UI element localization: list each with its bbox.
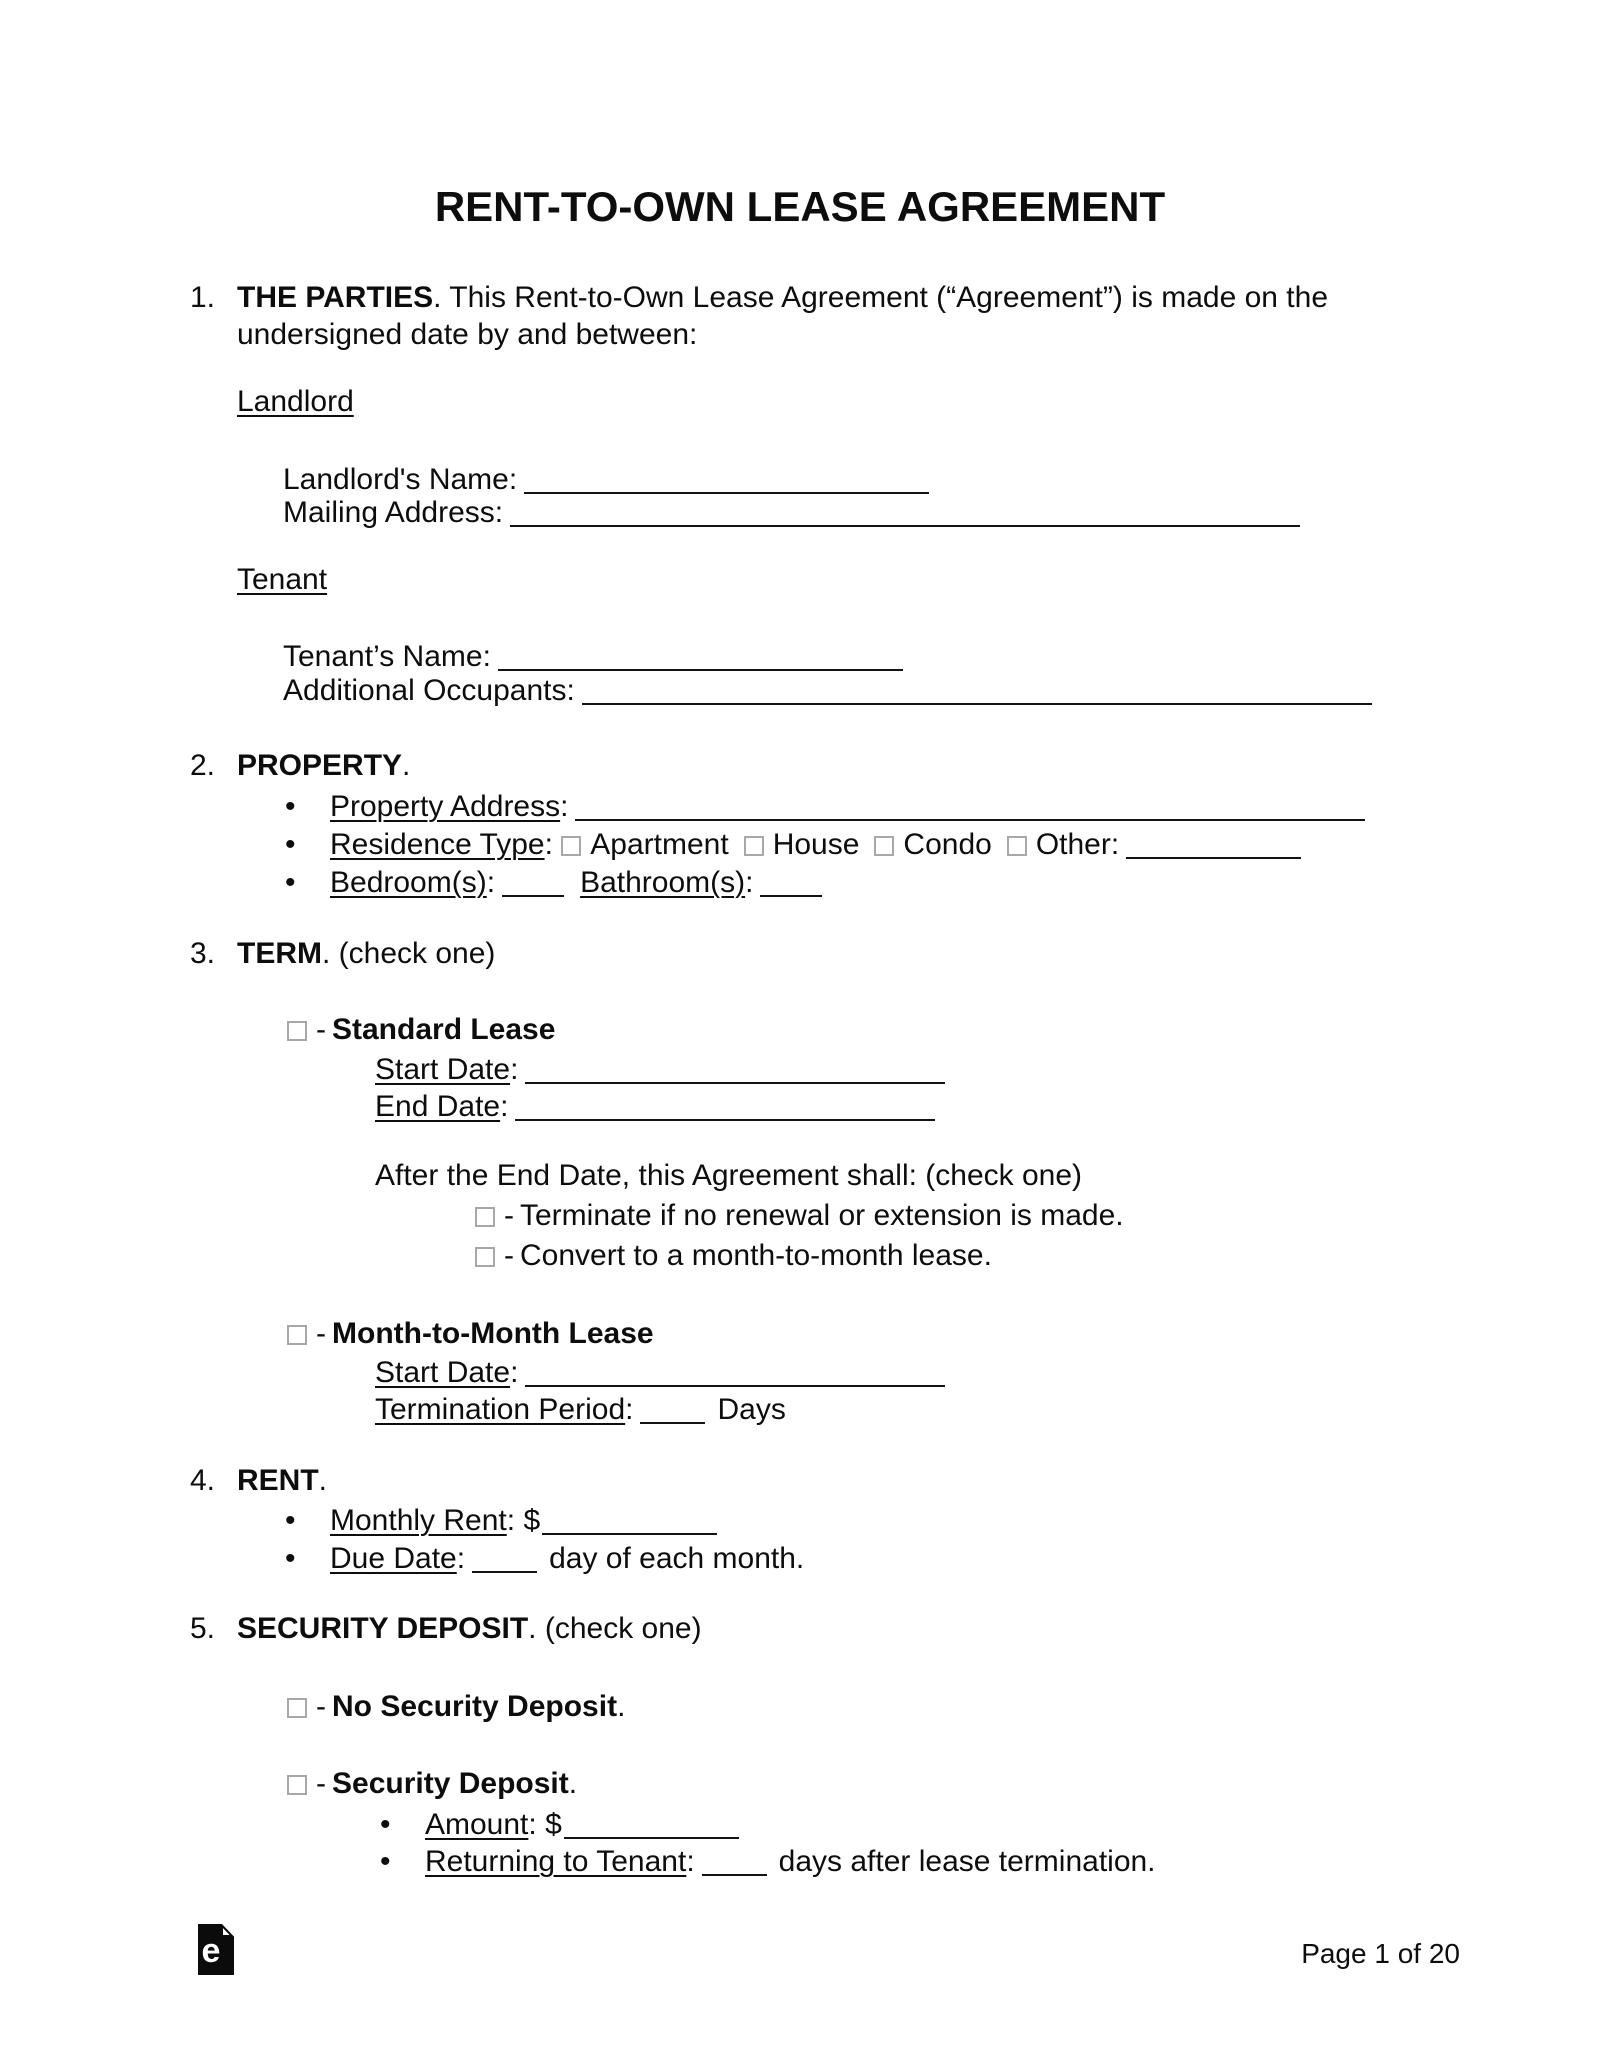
dash: -	[316, 1013, 326, 1046]
section-heading: RENT	[237, 1464, 319, 1497]
section-heading-rest: . (check one)	[528, 1612, 702, 1645]
standard-end-blank[interactable]	[515, 1091, 935, 1121]
section-number: 4.	[190, 1464, 216, 1497]
apartment-checkbox[interactable]	[561, 836, 581, 856]
bullet-icon: •	[285, 1504, 296, 1537]
colon: :	[486, 866, 496, 899]
end-date-label: End Date	[375, 1090, 501, 1123]
other-blank[interactable]	[1126, 829, 1301, 859]
colon: :	[745, 866, 754, 899]
logo-letter: e	[201, 1932, 221, 1970]
currency-symbol: $	[523, 1504, 541, 1537]
parties-line2: undersigned date by and between:	[237, 318, 698, 351]
colon: :	[482, 640, 491, 673]
occupants-line	[283, 670, 1372, 709]
dash: -	[316, 1690, 326, 1723]
bedroom-label: Bedroom(s)	[330, 866, 487, 899]
colon: :	[500, 1090, 509, 1123]
returning-suffix: days after lease termination.	[778, 1845, 1156, 1878]
tenant-header-label: Tenant	[237, 563, 328, 596]
property-address-blank[interactable]	[575, 791, 1365, 821]
amount-line	[380, 1804, 739, 1843]
section-number: 5.	[190, 1612, 216, 1645]
standard-end-line	[375, 1086, 935, 1125]
convert-option-line	[475, 1237, 992, 1274]
mtm-start-blank[interactable]	[525, 1357, 945, 1387]
mtm-lease-label: Month-to-Month Lease	[332, 1317, 654, 1350]
property-address-line	[285, 786, 1365, 825]
returning-line	[380, 1841, 1156, 1880]
mtm-lease-checkbox[interactable]	[287, 1325, 307, 1345]
colon: :	[566, 674, 575, 707]
due-date-blank[interactable]	[472, 1543, 537, 1573]
bullet-icon: •	[285, 790, 296, 823]
colon: :	[560, 790, 569, 823]
start-date-label: Start Date	[375, 1356, 511, 1389]
colon: :	[494, 496, 504, 529]
term-heading-line	[190, 935, 495, 972]
bedroom-blank[interactable]	[502, 867, 564, 897]
dash: -	[316, 1767, 326, 1800]
start-date-label: Start Date	[375, 1053, 511, 1086]
no-deposit-label: No Security Deposit	[332, 1690, 618, 1723]
occupants-label: Additional Occupants	[283, 674, 567, 707]
deposit-checkbox[interactable]	[287, 1775, 307, 1795]
section-heading: SECURITY DEPOSIT	[237, 1612, 529, 1645]
colon: :	[528, 1808, 537, 1841]
rent-heading-line	[190, 1462, 327, 1499]
bathroom-label: Bathroom(s)	[580, 866, 746, 899]
after-end-text: After the End Date, this Agreement shall: (check one)	[375, 1159, 1083, 1192]
section-number: 1.	[190, 281, 216, 314]
monthly-rent-blank[interactable]	[542, 1505, 717, 1535]
due-date-label: Due Date	[330, 1542, 457, 1575]
section-heading-rest: . (check one)	[322, 937, 496, 970]
condo-checkbox[interactable]	[874, 836, 894, 856]
mtm-start-line	[375, 1352, 945, 1391]
bullet-icon: •	[285, 828, 296, 861]
section-heading-rest: .	[318, 1464, 328, 1497]
apartment-option-label: Apartment	[590, 828, 729, 861]
deposit-label: Security Deposit	[332, 1767, 569, 1800]
amount-blank[interactable]	[564, 1809, 739, 1839]
mailing-address-blank[interactable]	[510, 497, 1300, 527]
section-heading-rest: . This Rent-to-Own Lease Agreement (“Agreement”) is made on the	[433, 281, 1328, 314]
bullet-icon: •	[285, 866, 296, 899]
terminate-checkbox[interactable]	[475, 1207, 495, 1227]
landlord-name-label: Landlord's Name	[283, 463, 509, 496]
parties-heading-line	[190, 279, 1328, 316]
house-checkbox[interactable]	[744, 836, 764, 856]
page-number: Page 1 of 20	[1301, 1938, 1460, 1969]
tenant-name-label: Tenant’s Name	[283, 640, 483, 673]
section-number: 2.	[190, 749, 216, 782]
bullet-icon: •	[380, 1845, 391, 1878]
returning-label: Returning to Tenant	[425, 1845, 687, 1878]
colon: :	[544, 828, 553, 861]
landlord-header	[237, 383, 354, 420]
terminate-option-line	[475, 1197, 1124, 1234]
colon: :	[510, 1356, 519, 1389]
colon: :	[508, 463, 518, 496]
bedrooms-line	[285, 862, 822, 901]
landlord-header-label: Landlord	[237, 385, 354, 418]
currency-symbol: $	[545, 1808, 562, 1841]
mailing-address-label: Mailing Address	[283, 496, 495, 529]
days-suffix: Days	[717, 1393, 786, 1426]
bullet-icon: •	[285, 1542, 296, 1575]
mtm-lease-line	[287, 1315, 654, 1352]
section-heading-rest: .	[402, 749, 411, 782]
section-heading: TERM	[237, 937, 322, 970]
property-heading-line	[190, 747, 410, 784]
bathroom-blank[interactable]	[760, 867, 822, 897]
no-deposit-after: .	[617, 1690, 626, 1723]
bullet-icon: •	[380, 1808, 391, 1841]
deposit-line	[287, 1765, 577, 1802]
section-number: 3.	[190, 937, 216, 970]
colon: :	[686, 1845, 695, 1878]
other-option-label: Other:	[1035, 828, 1120, 861]
property-address-label: Property Address	[330, 790, 561, 823]
amount-label: Amount	[425, 1808, 529, 1841]
no-deposit-checkbox[interactable]	[287, 1698, 307, 1718]
tenant-header	[237, 561, 327, 598]
monthly-rent-label: Monthly Rent	[330, 1504, 507, 1537]
colon: :	[510, 1053, 519, 1086]
dash: -	[316, 1317, 326, 1350]
deposit-after: .	[568, 1767, 578, 1800]
termination-period-line	[375, 1389, 786, 1428]
standard-lease-checkbox[interactable]	[287, 1021, 307, 1041]
returning-blank[interactable]	[702, 1846, 767, 1876]
tenant-name-blank[interactable]	[498, 641, 903, 671]
page-title: RENT-TO-OWN LEASE AGREEMENT	[434, 183, 1166, 230]
condo-option-label: Condo	[903, 828, 992, 861]
occupants-blank[interactable]	[582, 675, 1372, 705]
colon: :	[506, 1504, 516, 1537]
standard-lease-label: Standard Lease	[332, 1013, 556, 1046]
convert-option-label: Convert to a month-to-month lease.	[520, 1239, 992, 1272]
monthly-rent-line	[285, 1500, 717, 1539]
house-option-label: House	[772, 828, 860, 861]
standard-start-line	[375, 1049, 945, 1088]
termination-period-label: Termination Period	[375, 1393, 626, 1426]
section-heading: PROPERTY	[237, 749, 403, 782]
residence-type-label: Residence Type	[330, 828, 545, 861]
terminate-option-label: Terminate if no renewal or extension is made.	[520, 1199, 1124, 1232]
convert-checkbox[interactable]	[475, 1247, 495, 1267]
standard-lease-line	[287, 1011, 555, 1048]
other-checkbox[interactable]	[1007, 836, 1027, 856]
deposit-heading-line	[190, 1610, 702, 1647]
residence-type-line	[285, 824, 1301, 863]
no-deposit-line	[287, 1688, 625, 1725]
eforms-logo	[198, 1924, 234, 1975]
dash: -	[504, 1199, 514, 1232]
termination-period-blank[interactable]	[640, 1394, 705, 1424]
due-date-line	[285, 1538, 804, 1577]
dash: -	[504, 1239, 514, 1272]
due-date-suffix: day of each month.	[549, 1542, 805, 1575]
colon: :	[625, 1393, 634, 1426]
standard-start-blank[interactable]	[525, 1054, 945, 1084]
section-heading: THE PARTIES	[237, 281, 434, 314]
landlord-name-blank[interactable]	[524, 464, 929, 494]
mailing-address-line	[283, 492, 1300, 531]
colon: :	[456, 1542, 466, 1575]
